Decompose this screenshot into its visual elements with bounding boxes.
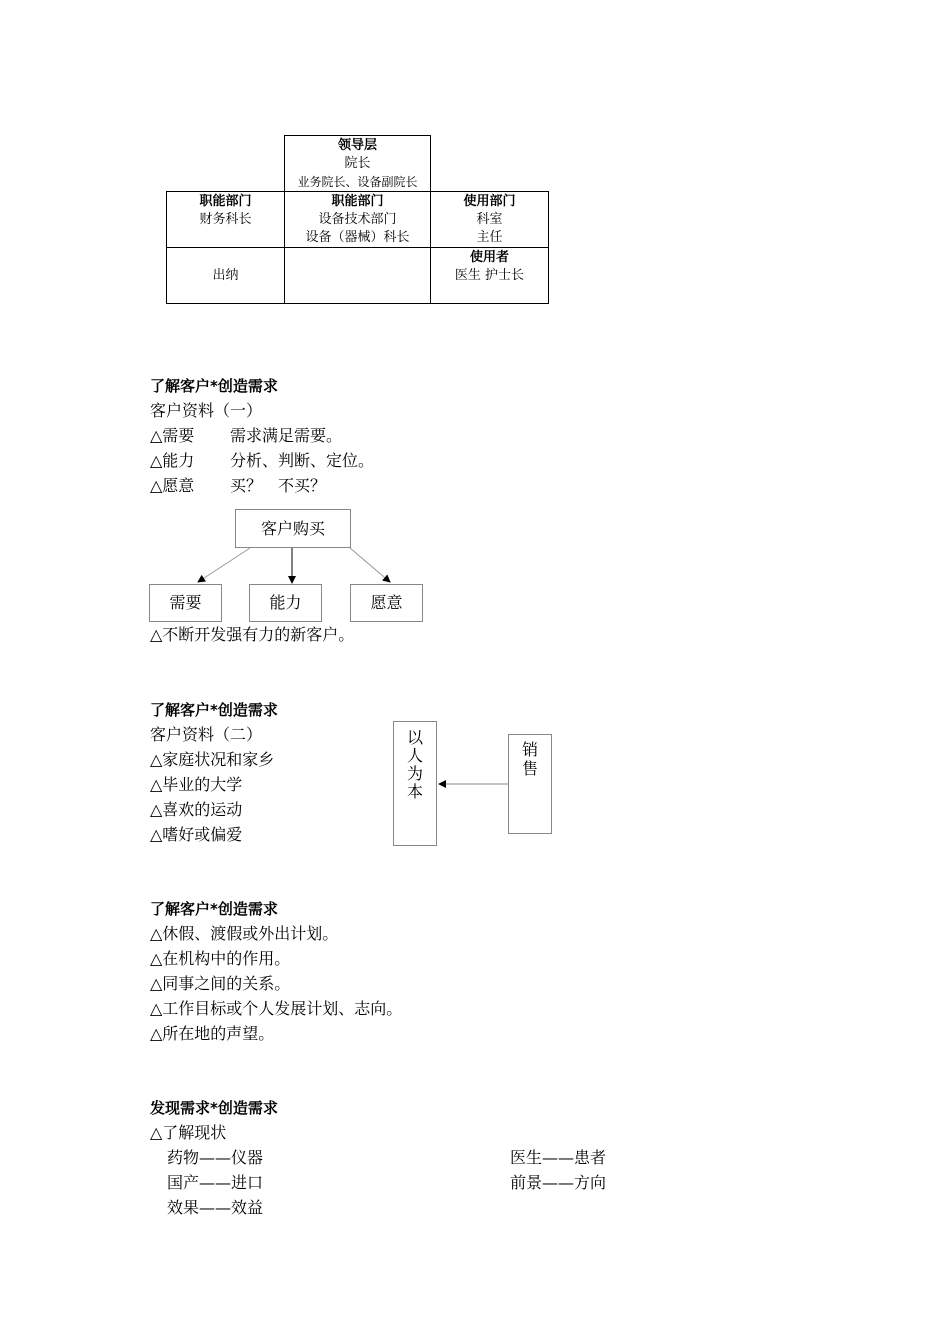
section3-heading: 了解客户*创造需求 bbox=[150, 900, 278, 918]
org-leadership-line1: 院长 bbox=[344, 156, 371, 171]
org-equipment-title: 职能部门 bbox=[331, 194, 384, 209]
purchase-box bbox=[235, 509, 351, 548]
section4-right-pair-2: 前景——方向 bbox=[510, 1173, 607, 1192]
sales-char-1: 销 bbox=[521, 740, 538, 759]
sales-char-2: 售 bbox=[521, 759, 538, 778]
people-oriented-char-4: 本 bbox=[406, 782, 423, 801]
people-oriented-char-1: 以 bbox=[406, 728, 423, 747]
connector-left bbox=[198, 548, 250, 582]
willing-box-label: 愿意 bbox=[370, 593, 403, 612]
org-empty-box bbox=[284, 247, 431, 304]
org-equipment-box bbox=[284, 191, 431, 248]
ability-box-label: 能力 bbox=[269, 593, 302, 612]
section4-heading: 发现需求*创造需求 bbox=[150, 1099, 278, 1117]
section2-heading: 了解客户*创造需求 bbox=[150, 701, 278, 719]
section3-item-5: △所在地的声望。 bbox=[150, 1024, 275, 1043]
section1-item-3-term: △愿意 bbox=[150, 476, 195, 495]
org-finance-line1: 财务科长 bbox=[199, 212, 252, 227]
purchase-box-label: 客户购买 bbox=[260, 519, 325, 538]
section1-item-1-term: △需要 bbox=[150, 426, 195, 445]
section2-item-4: △嗜好或偏爱 bbox=[150, 825, 243, 844]
org-leadership-title: 领导层 bbox=[337, 138, 377, 153]
section2-item-3: △喜欢的运动 bbox=[150, 800, 243, 819]
section4-subheading: △了解现状 bbox=[150, 1123, 227, 1142]
ability-box bbox=[249, 584, 322, 622]
org-finance-title: 职能部门 bbox=[199, 194, 252, 209]
section1-item-2-term: △能力 bbox=[150, 451, 195, 470]
section1-item-3-desc: 买？ 不买？ bbox=[230, 476, 327, 495]
section3-item-1: △休假、渡假或外出计划。 bbox=[150, 924, 339, 943]
sales-arrow bbox=[430, 775, 512, 793]
org-equipment-line1: 设备技术部门 bbox=[318, 212, 397, 227]
section2-item-1: △家庭状况和家乡 bbox=[150, 750, 275, 769]
section4-right-pair-1: 医生——患者 bbox=[510, 1148, 607, 1167]
section1-subheading: 客户资料（一） bbox=[150, 401, 263, 420]
org-user-dept-line1: 科室 bbox=[476, 212, 503, 227]
need-box-label: 需要 bbox=[169, 593, 202, 612]
section4-left-pair-1: 药物——仪器 bbox=[167, 1148, 264, 1167]
org-user-dept-line2: 主任 bbox=[476, 230, 503, 245]
org-cashier-box bbox=[166, 247, 285, 304]
org-finance-box bbox=[166, 191, 285, 248]
org-user-dept-title: 使用部门 bbox=[463, 194, 516, 209]
section4-left-pair-3: 效果——效益 bbox=[167, 1198, 264, 1217]
org-users-line1: 医生 护士长 bbox=[454, 268, 525, 283]
org-equipment-line2: 设备（器械）科长 bbox=[305, 230, 410, 245]
section1-heading: 了解客户*创造需求 bbox=[150, 377, 278, 395]
section3-item-2: △在机构中的作用。 bbox=[150, 949, 291, 968]
section2-item-2: △毕业的大学 bbox=[150, 775, 243, 794]
section4-left-pair-2: 国产——进口 bbox=[167, 1173, 264, 1192]
need-box bbox=[149, 584, 222, 622]
org-cashier-label: 出纳 bbox=[212, 268, 239, 283]
connector-right bbox=[350, 548, 390, 582]
people-oriented-char-3: 为 bbox=[406, 764, 423, 783]
section1-item-1-desc: 需求满足需要。 bbox=[230, 426, 343, 445]
section1-footer: △不断开发强有力的新客户。 bbox=[150, 625, 355, 644]
org-users-box bbox=[430, 247, 549, 304]
section2-subheading: 客户资料（二） bbox=[150, 725, 263, 744]
section1-item-2 bbox=[150, 451, 374, 471]
people-oriented-char-2: 人 bbox=[406, 746, 423, 765]
section3-item-4: △工作目标或个人发展计划、志向。 bbox=[150, 999, 403, 1018]
section1-item-1 bbox=[150, 426, 342, 446]
willing-box bbox=[350, 584, 423, 622]
org-users-title: 使用者 bbox=[469, 250, 509, 265]
section1-item-2-desc: 分析、判断、定位。 bbox=[230, 451, 375, 470]
section1-item-3 bbox=[150, 476, 326, 496]
org-user-dept-box bbox=[430, 191, 549, 248]
org-leadership-line2: 业务院长、设备副院长 bbox=[297, 175, 418, 189]
section3-item-3: △同事之间的关系。 bbox=[150, 974, 291, 993]
org-leadership-box bbox=[284, 135, 431, 192]
